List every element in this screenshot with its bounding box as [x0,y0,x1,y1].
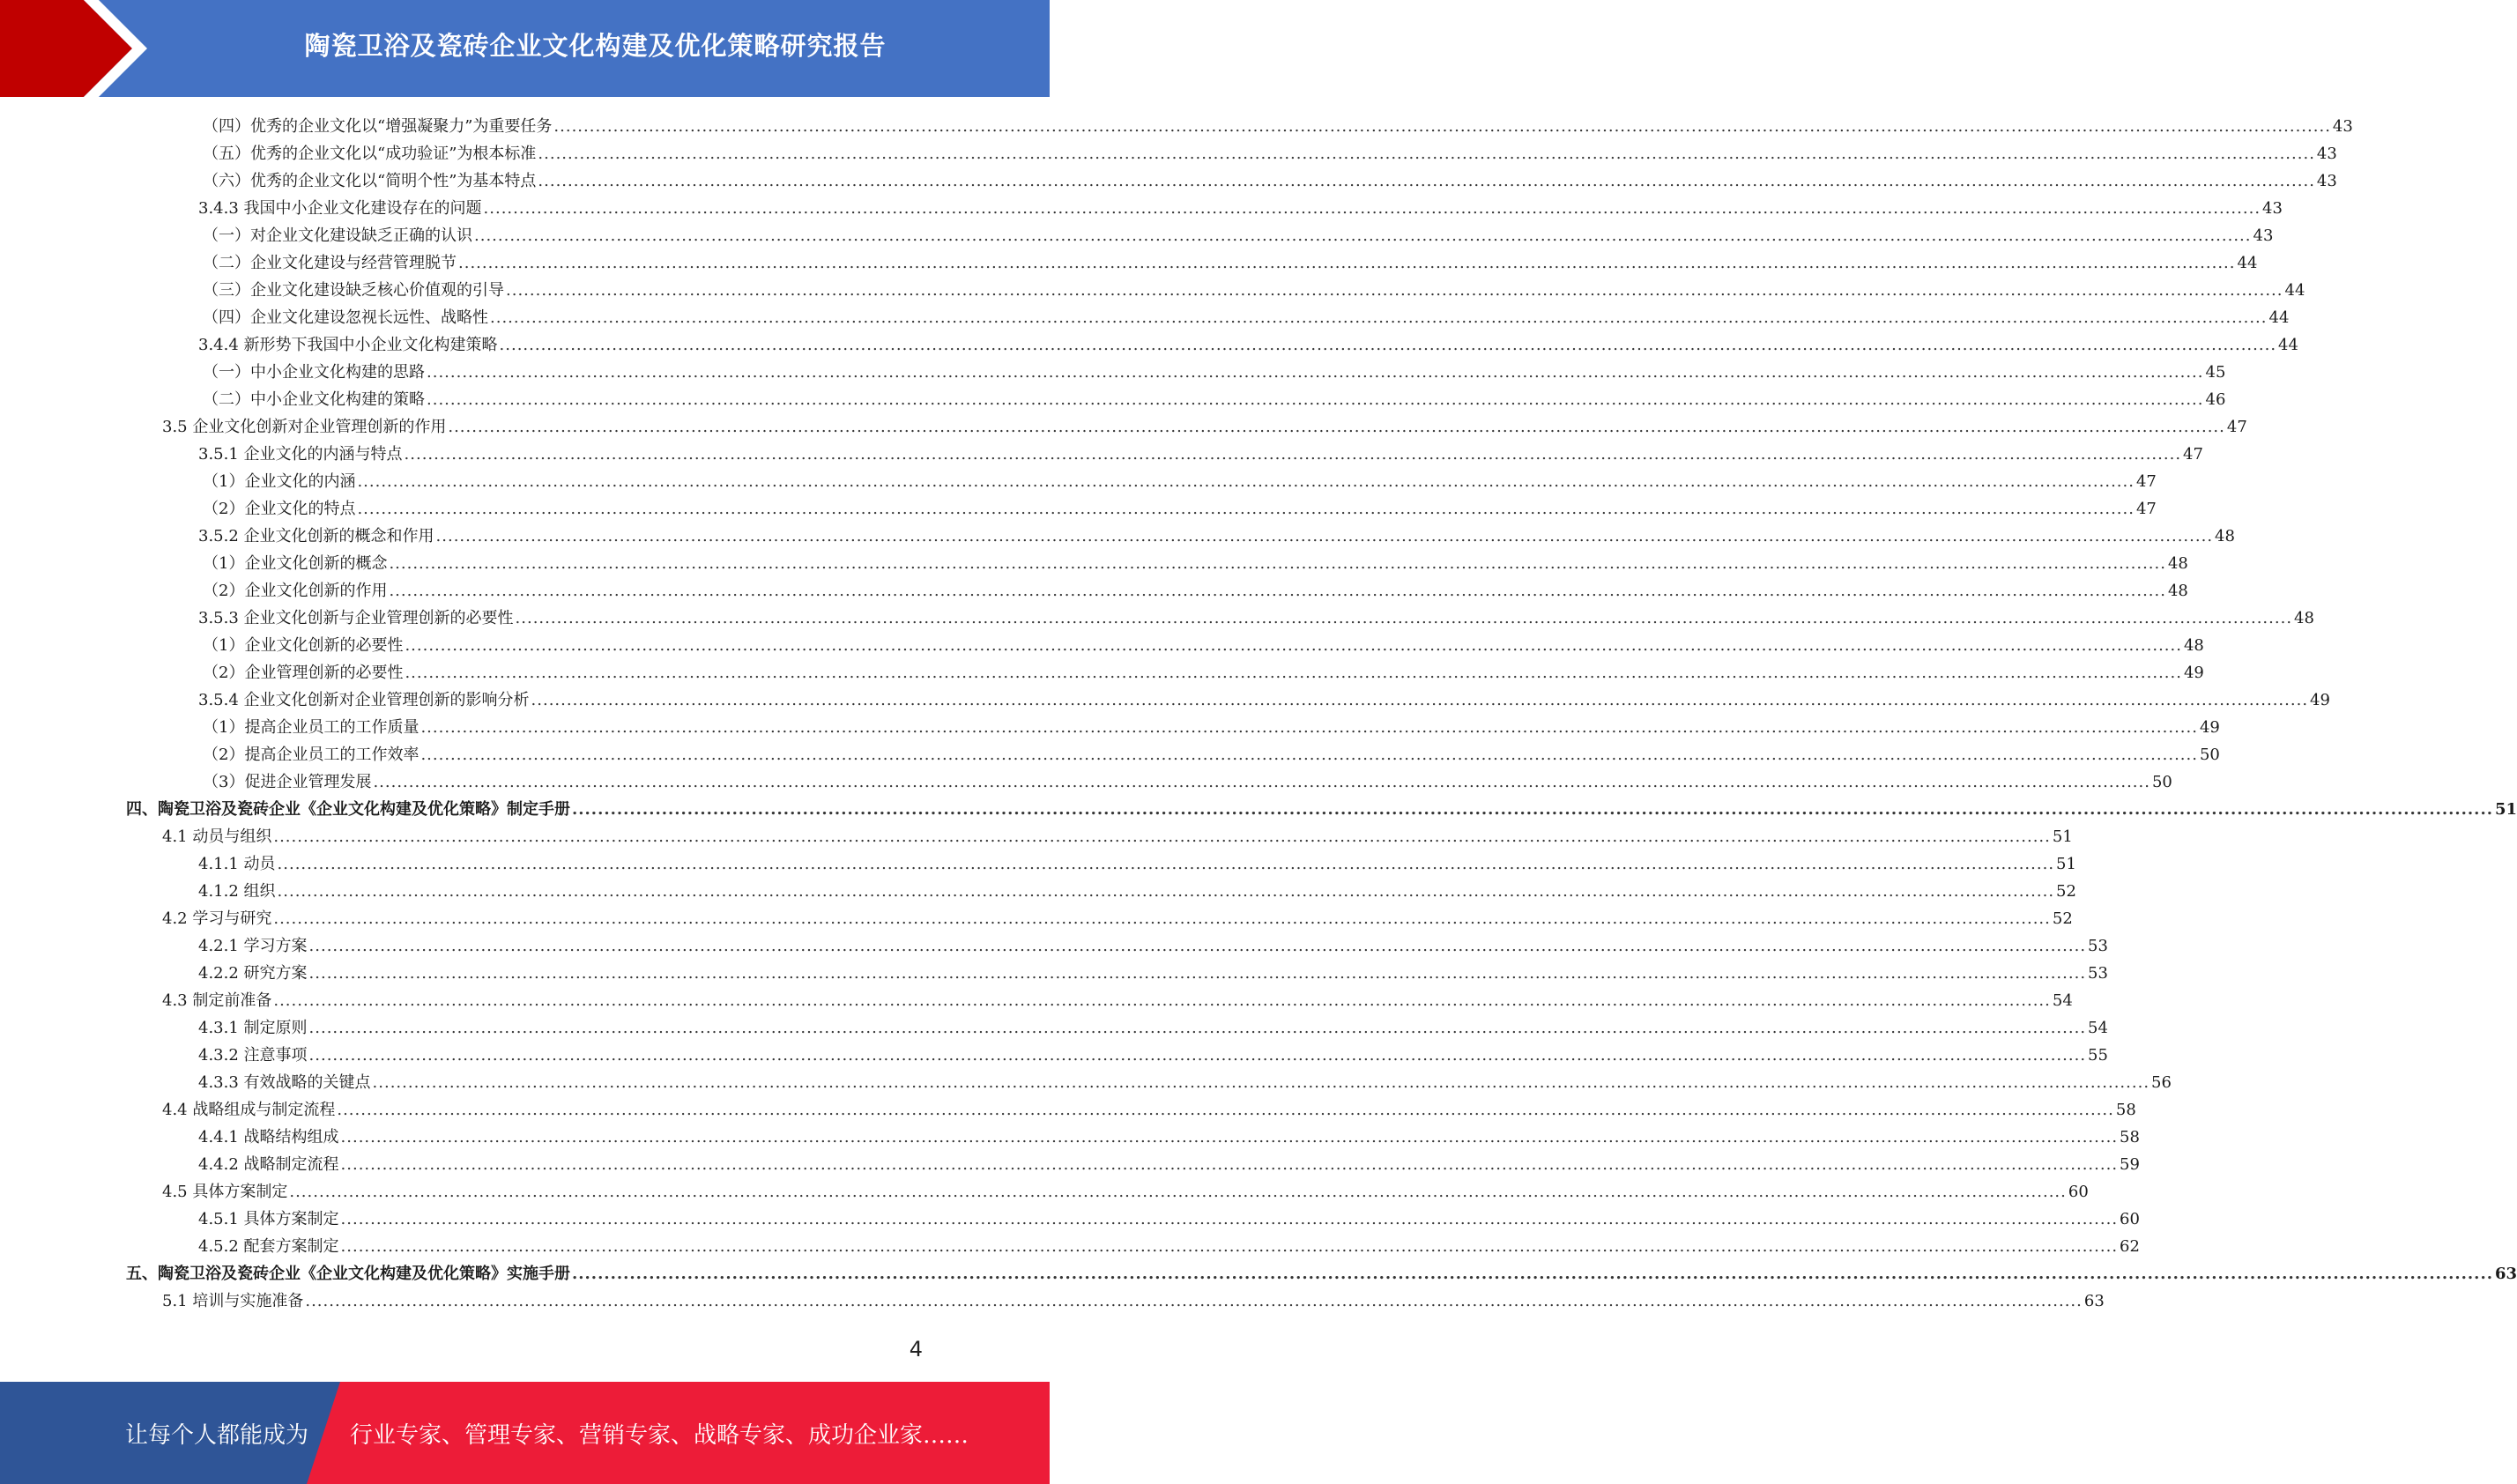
toc-entry[interactable] [203,222,2274,249]
toc-entry-title: （四）企业文化建设忽视长远性、战略性 [203,308,488,327]
toc-dot-leader: ............................................................................................................................................................................................................................................................................................................ [308,1019,2087,1037]
toc-dot-leader: ............................................................................................................................................................................................................................................................................................................ [273,909,2051,928]
toc-dot-leader: ............................................................................................................................................................................................................................................................................................................ [308,1046,2087,1065]
toc-entry-page: 51 [2056,855,2076,873]
toc-dot-leader: ............................................................................................................................................................................................................................................................................................................ [405,664,2182,682]
toc-entry-page: 58 [2115,1101,2136,1119]
toc-entry[interactable] [198,850,2076,878]
toc-dot-leader: ............................................................................................................................................................................................................................................................................................................ [337,1101,2114,1119]
toc-entry-title: 3.5.2 企业文化创新的概念和作用 [198,527,434,545]
toc-entry[interactable] [198,932,2108,960]
toc-entry-title: （2）企业管理创新的必要性 [203,664,404,682]
toc-entry[interactable] [198,605,2314,632]
toc-entry[interactable] [162,987,2073,1014]
toc-entry-title: 4.3.2 注意事项 [198,1046,308,1065]
toc-entry-title: 四、陶瓷卫浴及瓷砖企业《企业文化构建及优化策略》制定手册 [126,800,570,819]
toc-dot-leader: ............................................................................................................................................................................................................................................................................................................ [277,882,2055,901]
toc-entry[interactable] [198,1014,2108,1042]
toc-entry-title: 3.5.3 企业文化创新与企业管理创新的必要性 [198,609,514,627]
toc-entry[interactable] [203,714,2220,741]
toc-entry-title: 5.1 培训与实施准备 [162,1292,304,1310]
toc-entry[interactable] [203,386,2226,413]
report-title: 陶瓷卫浴及瓷砖企业文化构建及优化策略研究报告 [304,30,887,61]
toc-dot-leader: ............................................................................................................................................................................................................................................................................................................ [427,363,2204,382]
toc-dot-leader: ............................................................................................................................................................................................................................................................................................................ [531,691,2309,709]
toc-entry[interactable] [203,304,2290,331]
toc-entry-page: 54 [2052,991,2073,1010]
toc-entry[interactable] [198,878,2076,905]
toc-dot-leader: ............................................................................................................................................................................................................................................................................................................ [305,1292,2083,1310]
toc-entry-page: 52 [2052,909,2073,928]
toc-entry-page: 44 [2268,308,2290,327]
toc-dot-leader: ............................................................................................................................................................................................................................................................................................................ [538,145,2315,163]
toc-entry[interactable] [203,167,2337,195]
toc-dot-leader: ............................................................................................................................................................................................................................................................................................................ [277,855,2055,873]
toc-entry[interactable] [198,1233,2140,1260]
toc-entry-title: 4.2 学习与研究 [162,909,272,928]
page-number: 4 [909,1337,923,1362]
toc-dot-leader: ............................................................................................................................................................................................................................................................................................................ [474,226,2252,245]
toc-dot-leader: ............................................................................................................................................................................................................................................................................................................ [340,1237,2119,1256]
toc-entry-page: 53 [2088,937,2108,955]
toc-entry-title: 4.3 制定前准备 [162,991,272,1010]
toc-entry-page: 62 [2120,1237,2140,1256]
toc-dot-leader: ............................................................................................................................................................................................................................................................................................................ [572,1265,2493,1283]
toc-entry-title: （一）对企业文化建设缺乏正确的认识 [203,226,472,245]
toc-dot-leader: ............................................................................................................................................................................................................................................................................................................ [483,199,2261,218]
toc-entry-page: 58 [2120,1128,2140,1146]
toc-entry-page: 44 [2237,254,2258,272]
toc-entry-title: （一）中小企业文化构建的思路 [203,363,425,382]
toc-entry-page: 60 [2068,1183,2089,1201]
toc-dot-leader: ............................................................................................................................................................................................................................................................................................................ [340,1128,2119,1146]
toc-entry-title: （2）企业文化创新的作用 [203,582,388,600]
toc-entry-title: 4.3.3 有效战略的关键点 [198,1073,371,1092]
toc-entry[interactable] [162,1287,2105,1315]
toc-entry-page: 63 [2494,1265,2517,1283]
toc-entry-page: 43 [2262,199,2283,218]
toc-entry-title: 3.5.1 企业文化的内涵与特点 [198,445,403,464]
toc-entry[interactable] [198,960,2108,987]
toc-entry-title: 4.4.2 战略制定流程 [198,1155,339,1174]
toc-dot-leader: ............................................................................................................................................................................................................................................................................................................ [420,718,2198,737]
toc-entry[interactable] [203,741,2220,768]
toc-entry-title: 4.3.1 制定原则 [198,1019,308,1037]
toc-entry-page: 48 [2167,554,2188,573]
toc-dot-leader: ............................................................................................................................................................................................................................................................................................................ [357,500,2135,518]
toc-entry-page: 54 [2088,1019,2108,1037]
toc-entry-page: 48 [2167,582,2188,600]
toc-entry[interactable] [203,768,2172,796]
toc-dot-leader: ............................................................................................................................................................................................................................................................................................................ [435,527,2214,545]
toc-dot-leader: ............................................................................................................................................................................................................................................................................................................ [448,418,2225,436]
toc-entry-title: 3.5.4 企业文化创新对企业管理创新的影响分析 [198,691,530,709]
toc-entry-page: 60 [2120,1210,2140,1228]
toc-entry[interactable] [162,823,2073,850]
toc-dot-leader: ............................................................................................................................................................................................................................................................................................................ [340,1210,2119,1228]
toc-dot-leader: ............................................................................................................................................................................................................................................................................................................ [289,1183,2067,1201]
page-header [0,0,1050,97]
toc-entry-page: 56 [2151,1073,2172,1092]
toc-entry[interactable] [162,413,2247,441]
toc-dot-leader: ............................................................................................................................................................................................................................................................................................................ [357,472,2135,491]
toc-entry-title: 4.4.1 战略结构组成 [198,1128,339,1146]
footer-slogan-left: 让每个人都能成为 [125,1421,309,1449]
toc-entry-page: 43 [2316,145,2337,163]
toc-entry-page: 47 [2135,500,2157,518]
toc-dot-leader: ............................................................................................................................................................................................................................................................................................................ [404,445,2182,464]
toc-entry-title: （四）优秀的企业文化以“增强凝聚力”为重要任务 [203,117,553,136]
toc-dot-leader: ............................................................................................................................................................................................................................................................................................................ [405,636,2182,655]
toc-entry-page: 43 [2332,117,2353,136]
toc-entry-title: （1）企业文化创新的概念 [203,554,388,573]
toc-entry[interactable] [198,686,2330,714]
header-red-chevron [0,0,141,97]
toc-dot-leader: ............................................................................................................................................................................................................................................................................................................ [458,254,2236,272]
toc-dot-leader: ............................................................................................................................................................................................................................................................................................................ [308,937,2087,955]
toc-dot-leader: ............................................................................................................................................................................................................................................................................................................ [506,281,2283,300]
toc-entry-title: 4.1.1 动员 [198,855,276,873]
toc-entry-page: 47 [2135,472,2157,491]
toc-entry[interactable] [198,1151,2140,1178]
toc-dot-leader: ............................................................................................................................................................................................................................................................................................................ [372,1073,2150,1092]
toc-entry-page: 46 [2205,390,2226,409]
toc-entry-page: 48 [2215,527,2235,545]
toc-entry-title: （1）提高企业员工的工作质量 [203,718,420,737]
toc-entry-title: 4.2.2 研究方案 [198,964,308,983]
toc-entry[interactable] [203,140,2337,167]
toc-entry[interactable] [198,195,2283,222]
toc-dot-leader: ............................................................................................................................................................................................................................................................................................................ [340,1155,2119,1174]
toc-entry[interactable] [162,1178,2089,1206]
toc-dot-leader: ............................................................................................................................................................................................................................................................................................................ [373,773,2150,791]
toc-entry[interactable] [198,331,2298,359]
toc-entry[interactable] [203,659,2204,686]
toc-entry-title: 3.4.4 新形势下我国中小企业文化构建策略 [198,336,498,354]
toc-entry-title: 五、陶瓷卫浴及瓷砖企业《企业文化构建及优化策略》实施手册 [126,1265,570,1283]
toc-entry[interactable] [203,277,2305,304]
toc-entry[interactable] [162,905,2073,932]
toc-dot-leader: ............................................................................................................................................................................................................................................................................................................ [308,964,2087,983]
toc-entry-title: （1）企业文化创新的必要性 [203,636,404,655]
toc-entry-title: （1）企业文化的内涵 [203,472,356,491]
toc-dot-leader: ............................................................................................................................................................................................................................................................................................................ [389,582,2166,600]
toc-entry-page: 49 [2310,691,2330,709]
toc-entry[interactable] [198,1206,2140,1233]
toc-entry-page: 51 [2052,827,2073,846]
toc-entry[interactable] [203,577,2188,605]
toc-entry-title: 4.4 战略组成与制定流程 [162,1101,336,1119]
toc-entry-title: （2）企业文化的特点 [203,500,356,518]
toc-dot-leader: ............................................................................................................................................................................................................................................................................................................ [553,117,2331,136]
toc-entry[interactable] [203,359,2226,386]
toc-dot-leader: ............................................................................................................................................................................................................................................................................................................ [273,991,2051,1010]
toc-entry-page: 50 [2199,746,2220,764]
toc-entry-title: 4.5.2 配套方案制定 [198,1237,339,1256]
page-footer [0,1382,1050,1484]
footer-slogan-right: 行业专家、管理专家、营销专家、战略专家、成功企业家…… [350,1421,969,1449]
toc-entry-title: 4.5.1 具体方案制定 [198,1210,339,1228]
toc-dot-leader: ............................................................................................................................................................................................................................................................................................................ [499,336,2277,354]
toc-entry-title: （六）优秀的企业文化以“简明个性”为基本特点 [203,172,537,190]
toc-entry-title: （二）企业文化建设与经营管理脱节 [203,254,457,272]
toc-entry-title: （2）提高企业员工的工作效率 [203,746,420,764]
toc-entry-page: 53 [2088,964,2108,983]
toc-entry-page: 43 [2253,226,2274,245]
toc-entry-title: （3）促进企业管理发展 [203,773,372,791]
toc-entry-page: 55 [2088,1046,2108,1065]
toc-entry[interactable] [198,523,2235,550]
toc-entry-page: 47 [2183,445,2203,464]
toc-entry-title: 4.2.1 学习方案 [198,937,308,955]
toc-entry-page: 52 [2056,882,2076,901]
toc-entry-page: 48 [2294,609,2314,627]
toc-entry-title: 4.1 动员与组织 [162,827,272,846]
toc-entry[interactable] [198,1042,2108,1069]
toc-entry[interactable] [203,632,2204,659]
toc-entry[interactable] [198,441,2203,468]
toc-entry[interactable] [162,1096,2136,1124]
toc-entry-page: 51 [2494,800,2517,819]
toc-dot-leader: ............................................................................................................................................................................................................................................................................................................ [490,308,2268,327]
toc-entry[interactable] [203,495,2157,523]
toc-entry-page: 63 [2083,1292,2105,1310]
toc-dot-leader: ............................................................................................................................................................................................................................................................................................................ [427,390,2204,409]
toc-entry-page: 49 [2183,664,2204,682]
toc-entry-title: （二）中小企业文化构建的策略 [203,390,425,409]
toc-dot-leader: ............................................................................................................................................................................................................................................................................................................ [389,554,2166,573]
toc-dot-leader: ............................................................................................................................................................................................................................................................................................................ [572,800,2493,819]
toc-entry[interactable] [203,468,2157,495]
toc-entry-page: 49 [2199,718,2220,737]
toc-dot-leader: ............................................................................................................................................................................................................................................................................................................ [538,172,2315,190]
toc-entry-title: 4.5 具体方案制定 [162,1183,288,1201]
toc-entry-title: 3.4.3 我国中小企业文化建设存在的问题 [198,199,482,218]
toc-entry-title: （三）企业文化建设缺乏核心价值观的引导 [203,281,504,300]
toc-entry-title: 4.1.2 组织 [198,882,276,901]
toc-entry-page: 48 [2183,636,2204,655]
toc-entry[interactable] [198,1069,2172,1096]
toc-entry-title: （五）优秀的企业文化以“成功验证”为根本标准 [203,145,537,163]
toc-entry[interactable] [126,1260,2517,1287]
toc-entry[interactable] [203,249,2258,277]
toc-entry-page: 44 [2278,336,2298,354]
toc-entry-page: 45 [2205,363,2226,382]
toc-entry-page: 43 [2316,172,2337,190]
toc-entry[interactable] [203,550,2188,577]
toc-entry[interactable] [203,113,2353,140]
toc-entry-page: 50 [2151,773,2172,791]
toc-dot-leader: ............................................................................................................................................................................................................................................................................................................ [515,609,2293,627]
toc-dot-leader: ............................................................................................................................................................................................................................................................................................................ [273,827,2051,846]
toc-entry-page: 47 [2226,418,2247,436]
toc-entry-title: 3.5 企业文化创新对企业管理创新的作用 [162,418,447,436]
toc-entry-page: 44 [2284,281,2305,300]
toc-entry[interactable] [126,796,2517,823]
toc-entry[interactable] [198,1124,2140,1151]
toc-entry-page: 59 [2120,1155,2140,1174]
toc-dot-leader: ............................................................................................................................................................................................................................................................................................................ [420,746,2198,764]
